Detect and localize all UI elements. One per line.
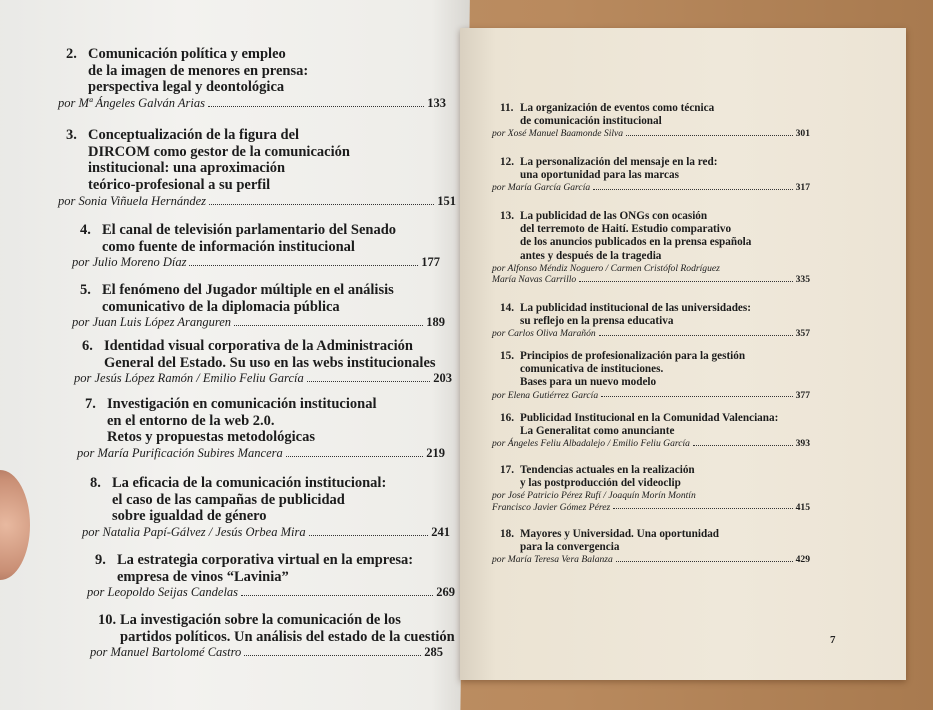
entry-title — [500, 350, 810, 390]
entry-title-text: General del Estado. Su uso en las webs institucionales — [104, 354, 436, 371]
entry-title-text: Mayores y Universidad. Una oportunidad — [520, 528, 720, 540]
entry-author — [72, 255, 440, 270]
entry-title — [80, 282, 445, 315]
entry-title-text: y las postproducción del videoclip — [520, 477, 681, 490]
toc-entry — [492, 156, 810, 194]
entry-page-number: 415 — [795, 501, 810, 513]
entry-number: 2. — [66, 46, 77, 62]
dot-leader — [693, 445, 793, 446]
entry-title — [66, 46, 446, 96]
entry-page-number: 377 — [795, 389, 810, 401]
entry-title-text: La investigación sobre la comunicación de los — [120, 612, 401, 628]
entry-title-line — [66, 160, 456, 177]
entry-title-line — [80, 299, 445, 316]
entry-title-line — [66, 144, 456, 161]
entry-number: 6. — [82, 338, 93, 354]
entry-title-line — [90, 492, 450, 509]
entry-title-line — [500, 302, 810, 315]
entry-title-text: El fenómeno del Jugador múltiple en el análisis — [102, 282, 394, 298]
entry-title-line — [500, 464, 810, 477]
entry-title-text: La publicidad de las ONGs con ocasión — [520, 210, 708, 222]
entry-title-text: Tendencias actuales en la realización — [520, 464, 695, 476]
toc-entry — [492, 412, 810, 450]
entry-title — [500, 102, 810, 128]
toc-entry — [492, 210, 810, 286]
entry-author — [58, 194, 456, 209]
toc-entry — [492, 350, 810, 401]
entry-title-text: Retos y propuestas metodológicas — [107, 429, 315, 446]
entry-author — [77, 446, 445, 461]
author-name: por Ángeles Feliu Albadalejo / Emilio Feliu García — [492, 438, 690, 450]
toc-entry — [77, 396, 445, 461]
dot-leader — [579, 281, 792, 282]
author-name: por Sonia Viñuela Hernández — [58, 193, 207, 208]
entry-title-line — [500, 223, 810, 236]
toc-entry — [82, 475, 450, 540]
entry-page-number: 301 — [795, 128, 810, 140]
entry-title-text: La eficacia de la comunicación institucional: — [112, 475, 387, 491]
dot-leader — [209, 204, 434, 205]
entry-author — [492, 328, 810, 340]
author-name: por José Patricio Pérez Rufí / Joaquín Morín Montín — [492, 490, 696, 502]
entry-title-line — [98, 612, 443, 629]
entry-title-line — [500, 236, 810, 249]
entry-page-number: 317 — [795, 182, 810, 194]
dot-leader — [208, 106, 424, 107]
entry-title-line — [500, 169, 810, 182]
entry-title-text: DIRCOM como gestor de la comunicación — [88, 143, 350, 160]
entry-title-text: en el entorno de la web 2.0. — [107, 412, 275, 429]
entry-number: 4. — [80, 222, 91, 238]
entry-title-text: partidos políticos. Un análisis del estado de la cuestión — [120, 628, 455, 645]
entry-title-line — [66, 63, 446, 80]
toc-entry — [72, 282, 445, 330]
entry-title — [500, 210, 810, 263]
entry-page-number: 203 — [433, 371, 452, 386]
entry-page-number: 335 — [795, 274, 810, 286]
entry-title — [98, 612, 455, 645]
entry-title-line — [500, 350, 810, 363]
dot-leader — [601, 396, 792, 397]
entry-title-line — [500, 477, 810, 490]
entry-author — [492, 274, 810, 286]
entry-title-text: antes y después de la tragedia — [520, 249, 662, 262]
entry-title-text: La publicidad institucional de las universidades: — [520, 302, 751, 314]
entry-title-text: Identidad visual corporativa de la Administración — [104, 338, 413, 354]
entry-author — [492, 182, 810, 194]
entry-title-text: institucional: una aproximación — [88, 160, 286, 177]
toc-entry — [492, 102, 810, 140]
entry-title-text: para la convergencia — [520, 541, 620, 554]
author-name: por María Teresa Vera Balanza — [492, 554, 613, 566]
entry-title-text: el caso de las campañas de publicidad — [112, 491, 345, 508]
entry-number: 17. — [500, 464, 514, 476]
entry-title — [90, 475, 450, 525]
entry-title-line — [66, 79, 446, 96]
entry-page-number: 177 — [421, 255, 440, 270]
entry-title-text: empresa de vinos “Lavinia” — [117, 568, 289, 585]
entry-title-line — [98, 628, 455, 646]
dot-leader — [234, 325, 423, 326]
author-name: por Julio Moreno Díaz — [72, 255, 187, 270]
entry-title — [85, 396, 445, 446]
entry-title-line — [90, 475, 450, 492]
entry-page-number: 189 — [426, 315, 445, 330]
dot-leader — [616, 561, 793, 562]
entry-page-number: 285 — [424, 645, 443, 660]
entry-title — [500, 302, 810, 328]
entry-number: 8. — [90, 475, 101, 491]
entry-author — [492, 438, 810, 450]
dot-leader — [593, 189, 792, 190]
author-name: por María García García — [492, 182, 591, 194]
dot-leader — [309, 535, 429, 536]
dot-leader — [613, 508, 792, 509]
entry-author — [492, 390, 810, 402]
entry-title-line — [500, 528, 810, 541]
entry-title-line — [500, 363, 810, 376]
entry-page-number: 269 — [436, 585, 455, 600]
entry-title-line — [500, 412, 810, 425]
entry-number: 16. — [500, 412, 514, 424]
entry-title-line — [95, 569, 455, 586]
dot-leader — [189, 265, 418, 266]
entry-title-line — [500, 425, 810, 438]
author-name: por Jesús López Ramón / Emilio Feliu García — [74, 371, 304, 386]
entry-number: 3. — [66, 127, 77, 143]
entry-title-line — [500, 210, 810, 223]
author-name: por Alfonso Méndiz Noguero / Carmen Cristófol Rodríguez — [492, 262, 720, 274]
entry-title-line — [500, 102, 810, 115]
toc-entry — [58, 46, 446, 111]
entry-page-number: 151 — [437, 193, 456, 208]
entry-title-text: Principios de profesionalización para la gestión — [520, 350, 746, 362]
entry-title-line — [90, 508, 450, 525]
toc-entry — [90, 612, 455, 660]
entry-page-number: 133 — [427, 96, 446, 111]
entry-author — [87, 585, 455, 600]
entry-title-text: El canal de televisión parlamentario del Senado — [102, 222, 397, 238]
entry-title-text: La estrategia corporativa virtual en la empresa: — [117, 552, 414, 568]
entry-author — [90, 645, 443, 660]
entry-number: 7. — [85, 396, 96, 412]
entry-title-text: su reflejo en la prensa educativa — [520, 315, 674, 328]
entry-title — [82, 338, 452, 371]
entry-author — [492, 490, 810, 502]
author-name: por Elena Gutiérrez García — [492, 389, 599, 401]
toc-entry — [492, 302, 810, 340]
page-number: 7 — [830, 634, 836, 646]
entry-page-number: 219 — [426, 446, 445, 461]
dot-leader — [241, 595, 433, 596]
entry-title-text: Conceptualización de la figura del — [88, 127, 300, 143]
entry-author — [492, 128, 810, 140]
entry-title — [500, 528, 810, 554]
author-name: Francisco Javier Gómez Pérez — [492, 501, 611, 513]
entry-number: 18. — [500, 528, 514, 540]
entry-title-text: comunicativa de instituciones. — [520, 363, 664, 376]
author-name: María Navas Carrillo — [492, 274, 577, 286]
entry-title-text: Comunicación política y empleo — [88, 46, 286, 62]
entry-title-line — [66, 46, 446, 63]
author-name: por Carlos Oliva Marañón — [492, 328, 596, 340]
entry-title-text: Investigación en comunicación institucional — [107, 396, 377, 412]
entry-title-text: teórico-profesional a su perfil — [88, 177, 271, 194]
entry-title-line — [500, 250, 810, 263]
entry-title-text: perspectiva legal y deontológica — [88, 79, 285, 96]
entry-title-line — [500, 376, 810, 389]
author-name: por Mª Ángeles Galván Arias — [58, 96, 205, 111]
entry-page-number: 241 — [431, 525, 450, 540]
entry-title-text: La organización de eventos como técnica — [520, 102, 715, 114]
entry-number: 14. — [500, 302, 514, 314]
entry-title — [500, 156, 810, 182]
entry-title-line — [85, 413, 445, 430]
entry-title-text: sobre igualdad de género — [112, 508, 267, 525]
entry-title-text: del terremoto de Haití. Estudio comparativo — [520, 223, 732, 236]
entry-author — [492, 554, 810, 566]
entry-title-line — [95, 552, 455, 569]
entry-page-number: 357 — [795, 328, 810, 340]
entry-number: 15. — [500, 350, 514, 362]
entry-title-text: una oportunidad para las marcas — [520, 169, 679, 182]
author-name: por Leopoldo Seijas Candelas — [87, 585, 239, 600]
entry-title-line — [500, 541, 810, 554]
toc-entry — [87, 552, 455, 600]
author-name: por Xosé Manuel Baamonde Silva — [492, 128, 624, 140]
entry-title — [66, 127, 456, 194]
toc-entry — [74, 338, 452, 386]
dot-leader — [626, 135, 793, 136]
entry-number: 12. — [500, 156, 514, 168]
entry-number: 9. — [95, 552, 106, 568]
entry-title-text: de comunicación institucional — [520, 115, 662, 128]
entry-title-text: de la imagen de menores en prensa: — [88, 62, 309, 79]
entry-title-text: Publicidad Institucional en la Comunidad Valenciana: — [520, 412, 779, 424]
entry-title-line — [500, 315, 810, 328]
author-name: por Juan Luis López Aranguren — [72, 315, 232, 330]
entry-number: 11. — [500, 102, 514, 114]
dot-leader — [599, 335, 793, 336]
entry-title-line — [500, 115, 810, 128]
entry-title-line — [85, 396, 445, 413]
entry-title — [500, 412, 810, 438]
entry-title-line — [85, 429, 445, 446]
toc-entry — [492, 528, 810, 566]
entry-number: 5. — [80, 282, 91, 298]
author-name: por Natalia Papí-Gálvez / Jesús Orbea Mira — [82, 525, 306, 540]
toc-entry — [58, 127, 456, 209]
entry-title-line — [80, 222, 440, 239]
entry-title-line — [80, 282, 445, 299]
entry-title-line — [66, 127, 456, 144]
entry-title — [80, 222, 440, 255]
entry-page-number: 393 — [795, 438, 810, 450]
entry-author — [58, 96, 446, 111]
toc-entry — [72, 222, 440, 270]
entry-page-number: 429 — [795, 554, 810, 566]
toc-entry — [492, 464, 810, 513]
entry-number: 13. — [500, 210, 514, 222]
entry-title-text: como fuente de información institucional — [102, 238, 355, 255]
entry-number: 10. — [98, 612, 117, 628]
entry-author — [72, 315, 445, 330]
entry-title-line — [80, 239, 440, 256]
entry-title-line — [82, 338, 452, 355]
entry-author — [74, 371, 452, 386]
entry-title — [500, 464, 810, 490]
entry-title-line — [500, 156, 810, 169]
entry-title-line — [82, 355, 452, 372]
entry-author — [492, 502, 810, 514]
author-name: por María Purificación Subires Mancera — [77, 446, 283, 461]
dot-leader — [244, 655, 421, 656]
entry-title-text: de los anuncios publicados en la prensa española — [520, 236, 752, 249]
dot-leader — [307, 381, 431, 382]
entry-title-text: La Generalitat como anunciante — [520, 425, 675, 438]
entry-author — [492, 263, 810, 275]
dot-leader — [286, 456, 423, 457]
entry-title-line — [66, 177, 456, 194]
entry-title-text: La personalización del mensaje en la red: — [520, 156, 718, 168]
entry-author — [82, 525, 450, 540]
entry-title-text: Bases para un nuevo modelo — [520, 376, 657, 389]
author-name: por Manuel Bartolomé Castro — [90, 645, 242, 660]
entry-title-text: comunicativo de la diplomacia pública — [102, 298, 340, 315]
entry-title — [95, 552, 455, 585]
